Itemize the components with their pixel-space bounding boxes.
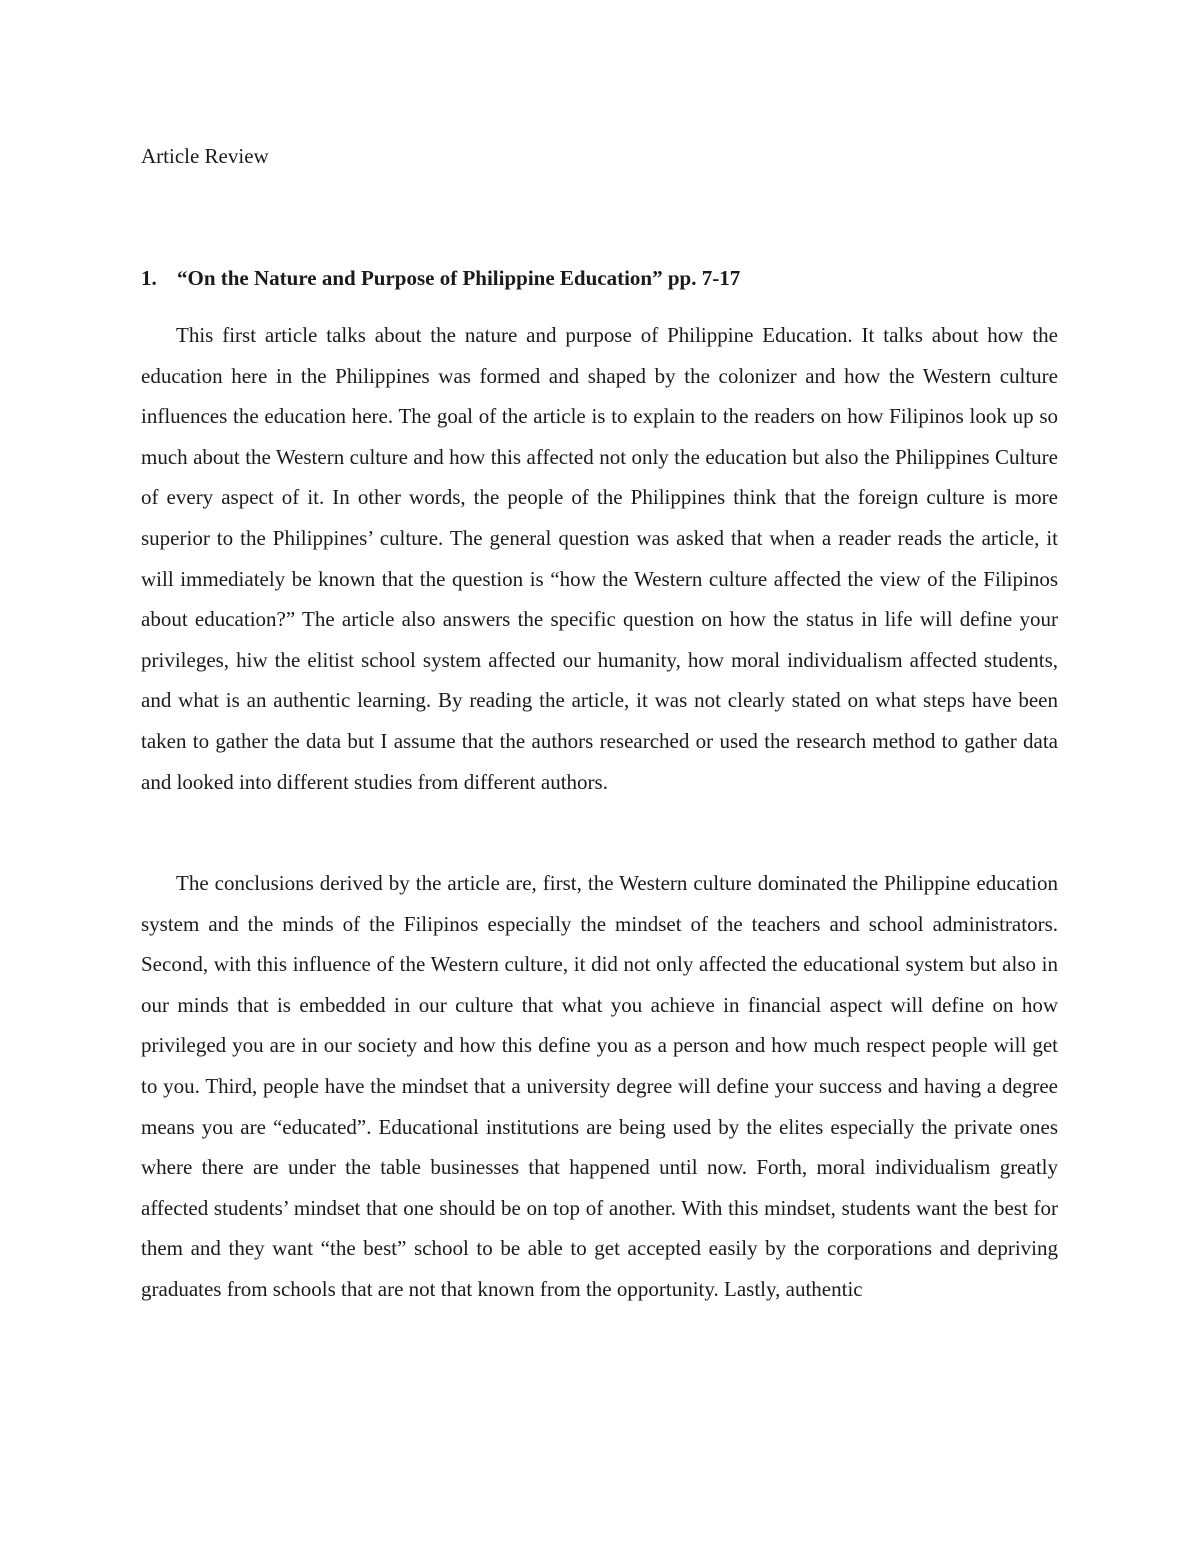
document-title: Article Review (141, 144, 269, 168)
section-heading (141, 263, 740, 293)
body-paragraph-2: The conclusions derived by the article are, first, the Western culture dominated the Philippine education system and the minds of the Filipinos especially the mindset of the teachers and school administrators. Second, with this influence of the Western culture, it did not only affected the educational system but also in our minds that is embedded in our culture that what you achieve in financial aspect will define on how privileged you are in our society and how this define you as a person and how much respect people will get to you. Third, people have the mindset that a university degree will define your success and having a degree means you are “educated”. Educational institutions are being used by the elites especially the private ones where there are under the table businesses that happened until now. Forth, moral individualism greatly affected students’ mindset that one should be on top of another. With this mindset, students want the best for them and they want “the best” school to be able to get accepted easily by the corporations and depriving graduates from schools that are not that known from the opportunity. Lastly, authentic (141, 871, 1058, 1301)
section-number: 1. (141, 266, 157, 290)
body-paragraph-1: This first article talks about the nature and purpose of Philippine Education. It talks about how the education here in the Philippines was formed and shaped by the colonizer and how the Western culture influences the education here. The goal of the article is to explain to the readers on how Filipinos look up so much about the Western culture and how this affected not only the education but also the Philippines Culture of every aspect of it. In other words, the people of the Philippines think that the foreign culture is more superior to the Philippines’ culture. The general question was asked that when a reader reads the article, it will immediately be known that the question is “how the Western culture affected the view of the Filipinos about education?” The article also answers the specific question on how the status in life will define your privileges, hiw the elitist school system affected our humanity, how moral individualism affected students, and what is an authentic learning. By reading the article, it was not clearly stated on what steps have been taken to gather the data but I assume that the authors researched or used the research method to gather data and looked into different studies from different authors. (141, 323, 1058, 794)
section-heading-text: “On the Nature and Purpose of Philippine Education” pp. 7-17 (177, 266, 741, 290)
